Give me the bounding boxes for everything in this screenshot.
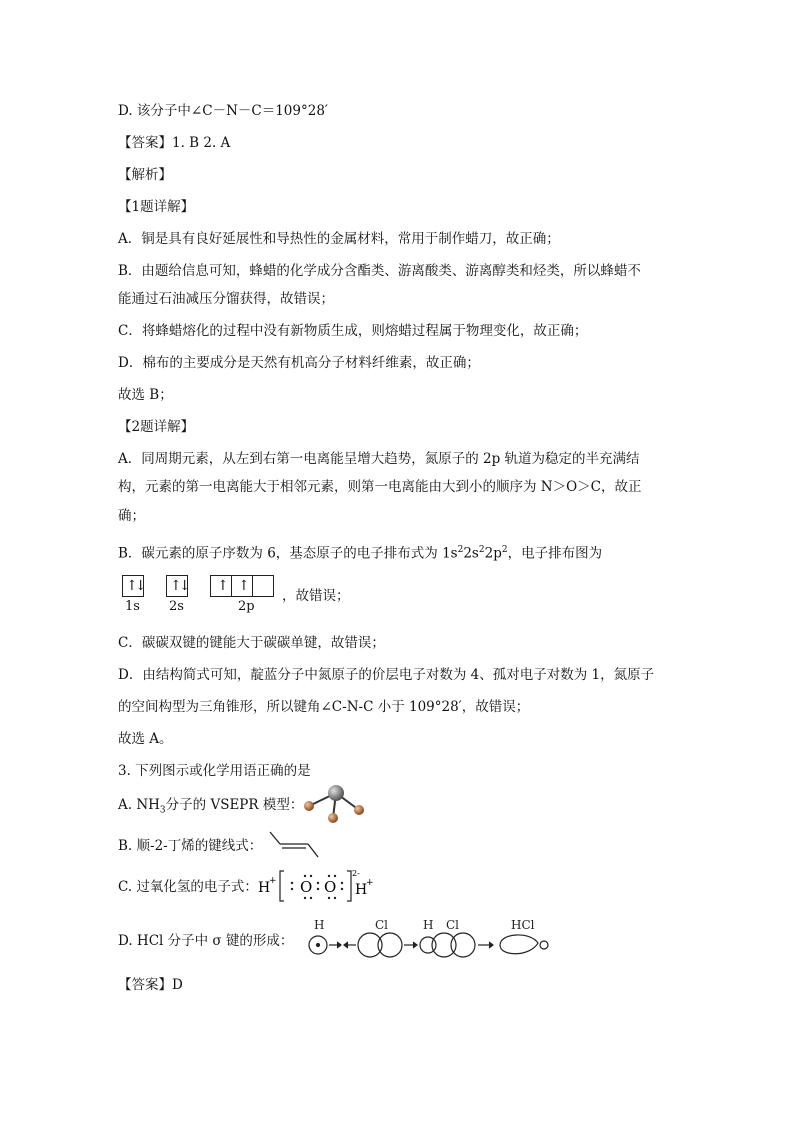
arrow-pair-2s: ↑↓ <box>170 578 191 594</box>
svg-text:HCl: HCl <box>511 918 535 932</box>
q3-option-b: B. 顺-2-丁烯的键线式： <box>118 838 263 854</box>
svg-text:2-: 2- <box>352 869 360 878</box>
q3-stem: 3. 下列图示或化学用语正确的是 <box>118 763 311 779</box>
svg-text:O: O <box>324 878 337 896</box>
orbital-diagram <box>122 575 422 621</box>
q2-a-line-3: 确； <box>118 508 145 524</box>
q3-answer: 【答案】D <box>118 977 183 993</box>
orbital-box-2s <box>166 575 191 597</box>
q1-c-line: C．将蜂蜡熔化的过程中没有新物质生成，则熔蜡过程属于物理变化，故正确； <box>118 323 588 339</box>
vsepr-model-image <box>298 780 370 826</box>
q1-d-line: D．棉布的主要成分是天然有机高分子材料纤维素，故正确； <box>118 355 480 371</box>
sigma-bond-formation-diagram <box>304 917 556 961</box>
orbital-label-1s: 1s <box>125 599 140 614</box>
svg-text:+: + <box>366 878 374 888</box>
cis-2-butene-skeletal <box>268 828 324 860</box>
q2-c-line: C．碳碳双键的键能大于碳碳单键，故错误； <box>118 635 385 651</box>
orbital-2p-cell-2: ↑ <box>232 576 253 596</box>
q2-b-text-pre: B．碳元素的原子序数为 6，基态原子的电子排布式为 1s <box>118 545 458 562</box>
config-2p: 2p <box>484 545 502 562</box>
option-d-line: D. 该分子中∠C－N－C＝109°28′ <box>118 103 328 119</box>
q3-option-c: C. 过氧化氢的电子式： <box>118 879 258 895</box>
svg-text:H: H <box>314 918 325 932</box>
q2-b-line <box>118 540 602 564</box>
q2-a-line-1: A．同周期元素，从左到右第一电离能呈增大趋势，氮原子的 2p 轨道为稳定的半充满结 <box>118 451 640 467</box>
q2-a-line-2: 构，元素的第一电离能大于相邻元素，则第一电离能由大到小的顺序为 N＞O＞C，故正 <box>118 479 642 495</box>
config-2s: 2s <box>463 545 479 562</box>
q1-detail-heading: 【1题详解】 <box>118 199 195 215</box>
svg-text:Cl: Cl <box>375 918 389 932</box>
q2-conclusion: 故选 A。 <box>118 731 173 747</box>
config-sup-3: 2 <box>501 545 508 555</box>
config-sup-1: 2 <box>457 545 464 555</box>
arrow-pair-1s: ↑↓ <box>126 578 147 594</box>
option-a-text: 分子的 VSEPR 模型： <box>165 797 304 813</box>
svg-text:H: H <box>355 882 368 898</box>
q1-b-line-2: 能通过石油减压分馏获得，故错误； <box>118 291 334 307</box>
orbital-label-2p: 2p <box>238 599 255 614</box>
svg-text:H: H <box>423 918 434 932</box>
answer-line: 【答案】1. B 2. A <box>118 135 231 151</box>
q1-b-line-1: B．由题给信息可知，蜂蜡的化学成分含酯类、游离酸类、游离醇类和烃类，所以蜂蜡不 <box>118 263 641 279</box>
svg-text:O: O <box>300 878 313 896</box>
h2o2-electron-formula <box>256 866 382 906</box>
orbital-box-2p <box>210 575 274 597</box>
nh3-subscript: 3 <box>159 805 166 816</box>
svg-text:+: + <box>269 876 277 886</box>
q2-d-line-1: D．由结构简式可知，靛蓝分子中氮原子的价层电子对数为 4、孤对电子对数为 1，氮原子 <box>118 667 655 683</box>
orbital-2p-cell-3 <box>253 576 274 596</box>
q3-option-a <box>118 795 303 821</box>
q2-detail-heading: 【2题详解】 <box>118 419 195 435</box>
orbital-2p-cell-1: ↑ <box>211 576 232 596</box>
svg-text:H: H <box>258 880 271 896</box>
q1-conclusion: 故选 B； <box>118 387 173 403</box>
analysis-heading: 【解析】 <box>118 167 172 183</box>
q3-option-d: D. HCl 分子中 σ 键的形成： <box>118 933 294 949</box>
nh3-formula: A. NH <box>118 797 160 813</box>
q2-b-wrong: ，故错误； <box>282 588 350 604</box>
orbital-label-2s: 2s <box>169 599 184 614</box>
q2-b-text-post: ，电子排布图为 <box>507 545 603 562</box>
orbital-box-1s <box>122 575 147 597</box>
q1-a-line: A．铜是具有良好延展性和导热性的金属材料，常用于制作蜡刀，故正确； <box>118 231 560 247</box>
q2-d-line-2: 的空间构型为三角锥形，所以键角∠C-N-C 小于 109°28′，故错误； <box>118 699 530 715</box>
config-sup-2: 2 <box>478 545 485 555</box>
svg-text:Cl: Cl <box>446 918 460 932</box>
